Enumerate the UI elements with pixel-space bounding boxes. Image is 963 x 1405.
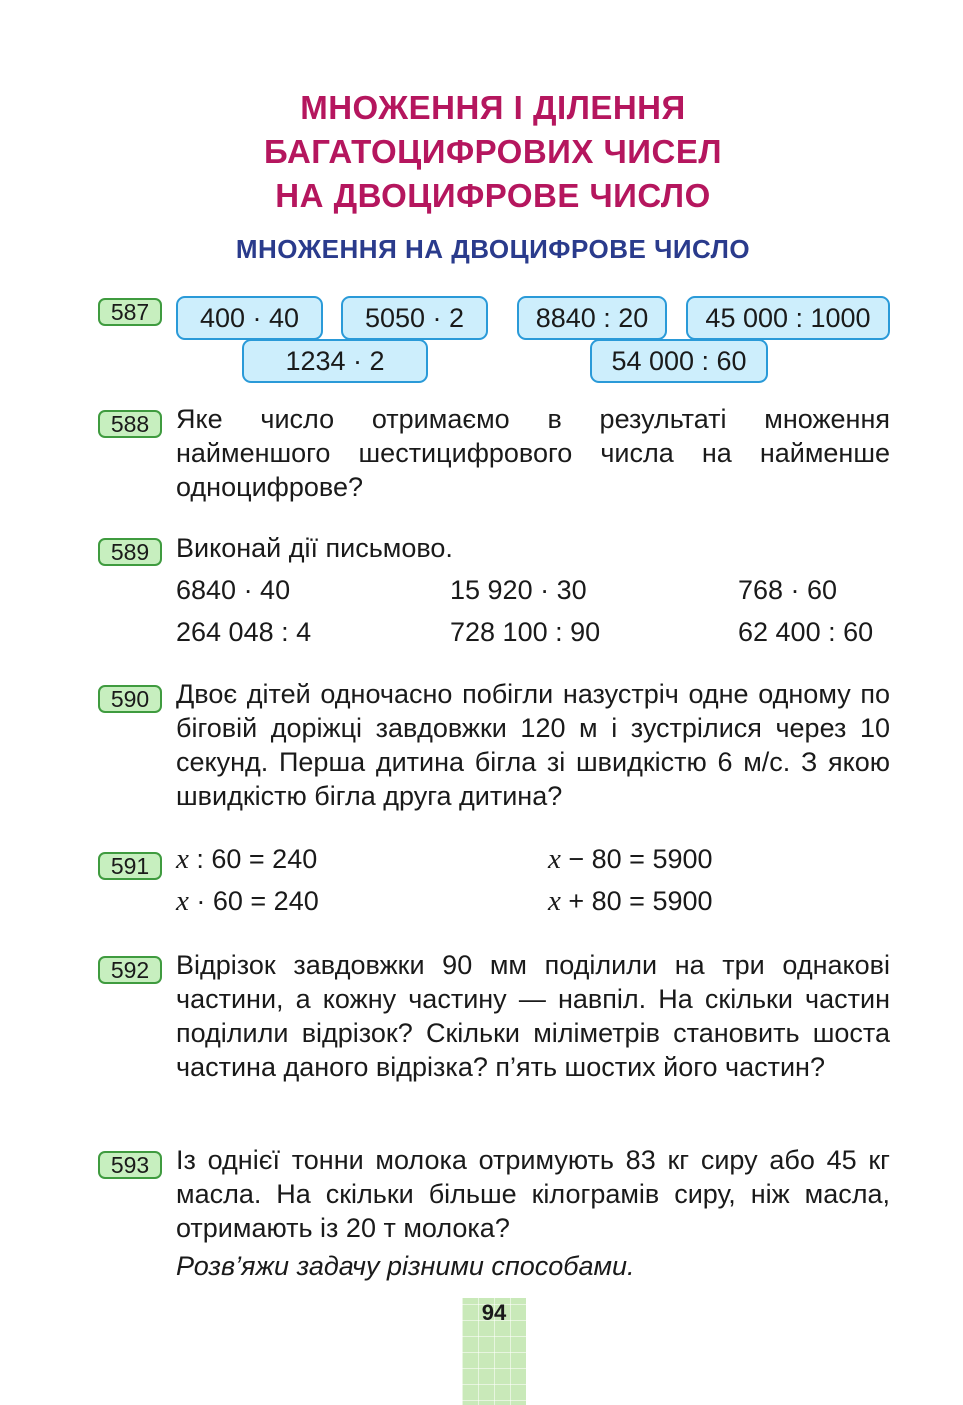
chapter-title <box>0 86 963 218</box>
exercise-593-text: Із однієї тонни молока отримують 83 кг сиру або 45 кг масла. На скільки більше кілограмів сиру, ніж масла, отримають із 20 т молока? <box>176 1145 890 1243</box>
exercise-number-592: 592 <box>98 956 162 984</box>
expression: 6840 · 40 <box>176 575 291 605</box>
exercise-588-text: Яке число отримаємо в результаті множення найменшого шестицифрового числа на найменше одноцифрове? <box>176 404 890 502</box>
equation <box>548 842 713 876</box>
variable-x: x <box>176 885 189 917</box>
section-subtitle: МНОЖЕННЯ НА ДВОЦИФРОВЕ ЧИСЛО <box>235 234 751 264</box>
exercise-number-589: 589 <box>98 538 162 566</box>
expression-box: 8840 : 20 <box>517 296 667 340</box>
page-number: 94 <box>481 1300 507 1325</box>
expression-box: 5050 · 2 <box>341 296 488 340</box>
exercise-number-588: 588 <box>98 410 162 438</box>
expression-box: 54 000 : 60 <box>590 339 768 383</box>
exercise-number-591: 591 <box>98 852 162 880</box>
exercise-589-intro: Виконай дії письмово. <box>176 533 453 563</box>
title-line-3: НА ДВОЦИФРОВЕ ЧИСЛО <box>275 177 711 214</box>
equation-rest: · 60 = 240 <box>188 886 319 916</box>
expression: 768 · 60 <box>738 575 838 605</box>
exercise-number-587: 587 <box>98 298 162 326</box>
equation <box>176 842 317 876</box>
variable-x: x <box>176 843 189 875</box>
exercise-593-note: Розв’яжи задачу різними способами. <box>176 1251 635 1281</box>
expression: 62 400 : 60 <box>738 617 874 647</box>
expression: 728 100 : 90 <box>450 617 601 647</box>
expression-box: 400 · 40 <box>176 296 323 340</box>
equation <box>176 884 319 918</box>
equation <box>548 884 713 918</box>
variable-x: x <box>548 885 561 917</box>
exercise-number-593: 593 <box>98 1151 162 1179</box>
equation-rest: : 60 = 240 <box>188 844 318 874</box>
exercise-number-590: 590 <box>98 685 162 713</box>
expression-box: 1234 · 2 <box>242 339 428 383</box>
expression-box: 45 000 : 1000 <box>686 296 890 340</box>
title-line-2: БАГАТОЦИФРОВИХ ЧИСЕЛ <box>264 133 722 170</box>
expression: 15 920 · 30 <box>450 575 587 605</box>
variable-x: x <box>548 843 561 875</box>
equation-rest: + 80 = 5900 <box>560 886 713 916</box>
exercise-590-text: Двоє дітей одночасно побігли назустріч одне одному по біговій доріжці завдовжки 120 м і зустрілися через 10 секунд. Перша дитина бігла зі швидкістю 6 м/с. З якою швидкістю бігла друга дитина? <box>176 679 890 811</box>
title-line-1: МНОЖЕННЯ І ДІЛЕННЯ <box>300 89 686 126</box>
expression: 264 048 : 4 <box>176 617 312 647</box>
exercise-592-text: Відрізок завдовжки 90 мм поділили на три однакові частини, а кожну частину — навпіл. На скільки частин поділили відрізок? Скільки міліметрів становить шоста частина даного відрізка? п’ять шостих його частин? <box>176 950 890 1082</box>
equation-rest: − 80 = 5900 <box>560 844 713 874</box>
